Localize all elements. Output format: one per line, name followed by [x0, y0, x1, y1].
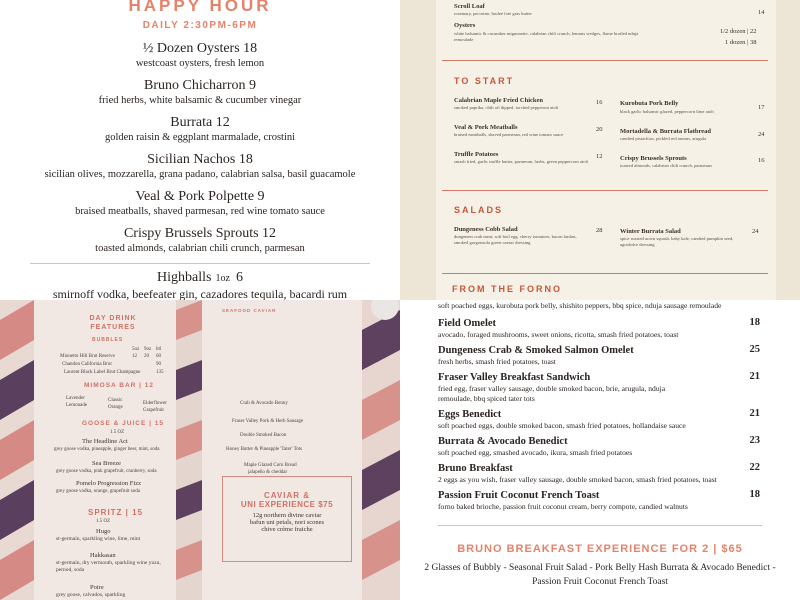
- item-price: 17: [758, 104, 765, 111]
- drink-desc: grey goose vodka, pineapple, ginger beer, mint, soda: [54, 447, 160, 452]
- item-desc: smash fried, garlic truffle butter, parmesan, herbs, green peppercorn aioli: [454, 159, 589, 164]
- section-title-to-start: TO START: [454, 76, 515, 86]
- item-price: 1/2 dozen | 22: [720, 28, 757, 35]
- divider: [438, 525, 762, 526]
- mimosa-flavour: Elderflower: [143, 401, 167, 406]
- item-name: Burrata 12: [170, 115, 230, 130]
- item-price: 18: [749, 317, 760, 328]
- item-name: Eggs Benedict: [438, 409, 502, 420]
- menu-item: [0, 115, 400, 144]
- item-price: 22: [749, 462, 760, 473]
- item-desc: dungeness crab meat, soft boil egg, cherry tomatoes, bacon lardon, smoked gorgonzola green caesar dressing: [454, 234, 577, 245]
- item-desc: golden raisin & eggplant marmalade, crostini: [104, 132, 296, 143]
- food-item: Fraser Valley Pork & Herb Sausage: [232, 419, 304, 424]
- happy-hour-menu: [0, 0, 400, 300]
- drink-desc: grey goose, calvados, sparkling: [56, 592, 126, 598]
- item-desc: black garlic balsamic glazed, peppercorn lime aioli: [620, 109, 714, 114]
- drink-name: Poire: [90, 584, 104, 591]
- spritz-size: 1.5 OZ: [96, 519, 111, 524]
- mimosa-flavour: Grapefruit: [143, 408, 164, 413]
- food-item: Honey Butter & Pineapple 'Tater' Tots: [226, 447, 303, 452]
- menu-item: [0, 189, 400, 218]
- menu-item: [438, 462, 762, 485]
- item-desc: candied pistachios, pickled red onions, arugula: [620, 136, 707, 141]
- bubbles-price: 60: [156, 354, 161, 359]
- menu-item: [438, 435, 762, 458]
- caviar-line: 12g northern divine caviar: [252, 512, 322, 519]
- bubbles-title: BUBBLES: [92, 337, 124, 343]
- bubbles-name: Laurent Black Label Brut Champagne: [64, 370, 141, 375]
- highballs-name: Highballs: [157, 270, 212, 285]
- item-desc: spice roasted acorn squash, baby kale, candied pumpkin seed, agrodolce dressing: [620, 236, 734, 247]
- item-desc: sicilian olives, mozzarella, grana padano, calabrian salsa, basil guacamole: [44, 169, 356, 180]
- item-name: Fraser Valley Breakfast Sandwich: [438, 372, 591, 383]
- item-name: Winter Burrata Salad: [620, 228, 681, 235]
- happy-hour-subtitle: DAILY 2:30PM-6PM: [142, 20, 258, 31]
- item-price: 21: [749, 371, 760, 382]
- menu-item: [0, 78, 400, 107]
- mimosa-flavour: Lavender: [66, 396, 85, 401]
- item-desc: soft poached eggs, double smoked bacon, smash fried potatoes, hollandaise sauce: [438, 421, 686, 430]
- right-page-title: SEAFOOD CAVIAR: [222, 308, 277, 313]
- item-name: Crispy Brussels Sprouts: [620, 155, 687, 162]
- item-desc: toasted almonds, calabrian chili crunch, parmesan: [95, 243, 305, 254]
- item-price: 28: [596, 227, 603, 234]
- drink-name: Sea Breeze: [92, 460, 122, 467]
- mimosa-flavour: Lemonade: [66, 403, 88, 408]
- item-name: Crispy Brussels Sprouts 12: [123, 226, 277, 241]
- experience-desc: 2 Glasses of Bubbly - Seasonal Fruit Salad - Pork Belly Hash Burrata & Avocado Benedict - Passion Fruit Coconut French Toast: [424, 563, 776, 587]
- caviar-title-2: UNI EXPERIENCE $75: [240, 500, 334, 509]
- item-price: 23: [749, 435, 760, 446]
- item-desc: westcoast oysters, fresh lemon: [135, 58, 265, 69]
- divider: [442, 273, 768, 274]
- item-price: 18: [749, 489, 760, 500]
- menu-item: [0, 41, 400, 70]
- mimosa-title: MIMOSA BAR | 12: [84, 382, 155, 389]
- drink-desc: st-germain, dry vermouth, sparkling wine yuzu, pernod, soda: [56, 560, 161, 573]
- item-name: Mortadella & Burrata Flatbread: [620, 128, 712, 135]
- item-desc: braised meatballs, shaved parmesan, red wine tomato sauce: [454, 132, 564, 137]
- item-name: Truffle Potatoes: [454, 151, 499, 158]
- goose-title: GOOSE & JUICE | 15: [82, 420, 164, 427]
- happy-hour-title: HAPPY HOUR: [128, 0, 272, 15]
- menu-item: [0, 152, 400, 181]
- item-price: 1 dozen | 38: [725, 39, 757, 46]
- menu-item: [0, 226, 400, 255]
- item-name: Field Omelet: [438, 318, 497, 329]
- menu-item: [438, 371, 762, 404]
- caviar-line: chive crème fraiche: [261, 526, 313, 533]
- goose-size: 1.5 OZ: [110, 430, 125, 435]
- item-price: 25: [749, 344, 760, 355]
- highballs-price: 6: [235, 270, 243, 285]
- item-desc: soft poached eggs, kurobuta pork belly, shishito peppers, bbq spice, nduja sausage remoulade: [438, 301, 722, 310]
- item-price: 24: [752, 228, 759, 235]
- section-title-salads: SALADS: [454, 205, 504, 215]
- mimosa-flavour: Orange: [108, 405, 123, 410]
- bubbles-price: 90: [156, 362, 161, 367]
- item-desc: soft poached egg, smashed avocado, ikura, smash fried potatoes: [438, 448, 633, 457]
- menu-item: [438, 489, 762, 512]
- item-desc: fresh herbs, smash fried potatoes, toast: [438, 357, 556, 366]
- item-desc: toasted almonds, calabrian chili crunch, parmesan: [620, 163, 712, 168]
- item-desc: white balsamic & cucumber mignonette, calabrian chili crunch, lemons wedges, flame broiled nduja remoulade: [454, 31, 639, 42]
- item-desc: fried egg, fraser valley sausage, double smoked bacon, brie, arugula, nduja remoulade, bbq spiced tater tots: [438, 384, 666, 403]
- item-desc: avocado, foraged mushrooms, sweet onions, ricotta, smash fried potatoes, toast: [438, 330, 679, 339]
- caviar-box: [222, 476, 352, 562]
- food-item: Double Smoked Bacon: [240, 433, 287, 438]
- right-pattern: [362, 300, 400, 600]
- item-name: Dungeness Crab & Smoked Salmon Omelet: [438, 345, 634, 356]
- item-desc: braised meatballs, shaved parmesan, red wine tomato sauce: [75, 206, 325, 217]
- item-name: Bruno Chicharron 9: [144, 78, 256, 93]
- highballs-size: 1oz: [215, 273, 230, 284]
- drink-name: The Headline Act: [82, 438, 128, 445]
- experience-title: BRUNO BREAKFAST EXPERIENCE FOR 2 | $65: [457, 543, 743, 555]
- bubbles-price: 12: [132, 354, 137, 359]
- food-item: Maple Glazed Corn Bread: [244, 463, 297, 468]
- spritz-title: SPRITZ | 15: [88, 508, 144, 517]
- item-desc: fried herbs, white balsamic & cucumber vinegar: [98, 95, 302, 106]
- item-name: Sicilian Nachos 18: [147, 152, 253, 167]
- item-name: ½ Dozen Oysters 18: [142, 41, 258, 56]
- item-name: Veal & Pork Polpette 9: [135, 189, 265, 204]
- bubbles-col-9oz: 9oz: [144, 347, 152, 352]
- mimosa-flavour: Classic: [108, 398, 123, 403]
- item-name: Passion Fruit Coconut French Toast: [438, 490, 600, 501]
- divider: [30, 263, 370, 264]
- highballs-desc: smirnoff vodka, beefeater gin, cazadores tequila, bacardi rum: [52, 287, 348, 300]
- bubbles-price: 135: [156, 370, 164, 375]
- drink-desc: st-germain, sparkling wine, lime, mint: [56, 536, 141, 542]
- caviar-line: bafun uni petals, nori scones: [249, 519, 325, 526]
- breakfast-menu: [400, 300, 800, 600]
- item-desc: forno baked brioche, passion fruit coconut cream, berry compote, candied walnuts: [438, 502, 688, 511]
- item-name: Veal & Pork Meatballs: [454, 124, 518, 131]
- bubbles-price: 20: [144, 354, 149, 359]
- item-name: Kurobuta Pork Belly: [620, 100, 679, 107]
- item-name: Bruno Breakfast: [438, 463, 513, 474]
- highballs-heading: [0, 270, 400, 287]
- item-name: Calabrian Maple Fried Chicken: [454, 97, 544, 104]
- item-desc: rosemary, pecorino, bruleé foie gras butter: [454, 11, 532, 16]
- item-desc: 2 eggs as you wish, fraser valley sausage, double smoked bacon, smash fried potatoes, toast: [438, 475, 717, 484]
- menu-item: [438, 344, 762, 367]
- drink-name: Pomelo Progression Fizz: [76, 480, 141, 487]
- drink-menu-photo: [0, 300, 400, 600]
- item-price: 20: [596, 126, 603, 133]
- item-price: 16: [596, 99, 603, 106]
- drink-desc: grey goose vodka, pink grapefruit, cranberry, soda: [56, 469, 157, 474]
- section-title-forno: FROM THE FORNO: [452, 284, 562, 294]
- bubbles-name: Mionetto Hill Brut Reserve: [60, 354, 115, 359]
- drink-name: Hugo: [96, 528, 111, 535]
- menu-item: [438, 317, 762, 340]
- drink-desc: grey goose vodka, orange, grapefruit soda: [56, 489, 140, 494]
- item-price: 16: [758, 157, 765, 164]
- menu-item: [438, 408, 762, 431]
- item-name: Scroll Loaf: [454, 3, 485, 10]
- food-item: Crab & Avocado Benny: [240, 401, 288, 406]
- item-price: 12: [596, 153, 603, 160]
- left-pattern: [0, 300, 34, 600]
- item-name: Oysters: [454, 22, 476, 29]
- divider: [442, 190, 768, 191]
- bubbles-name: Chandon California Brut: [62, 362, 112, 367]
- drink-name: Hakkasan: [90, 552, 116, 559]
- item-price: 24: [758, 131, 765, 138]
- dinner-menu-photo: [400, 0, 800, 300]
- food-item: jalapeño & cheddar: [248, 470, 288, 475]
- item-desc: smoked paprika, chili oil dipped, torched pepperoni aioli: [454, 105, 559, 110]
- item-price: 21: [749, 408, 760, 419]
- bubbles-col-5oz: 5oz: [132, 347, 140, 352]
- drink-menu-title: DAY DRINK FEATURES: [89, 315, 137, 331]
- item-price: 14: [758, 9, 765, 16]
- item-name: Burrata & Avocado Benedict: [438, 436, 568, 447]
- divider: [442, 60, 768, 61]
- caviar-title: CAVIAR &: [263, 491, 311, 500]
- item-name: Dungeness Cobb Salad: [454, 226, 518, 233]
- bubbles-col-btl: btl: [156, 347, 162, 352]
